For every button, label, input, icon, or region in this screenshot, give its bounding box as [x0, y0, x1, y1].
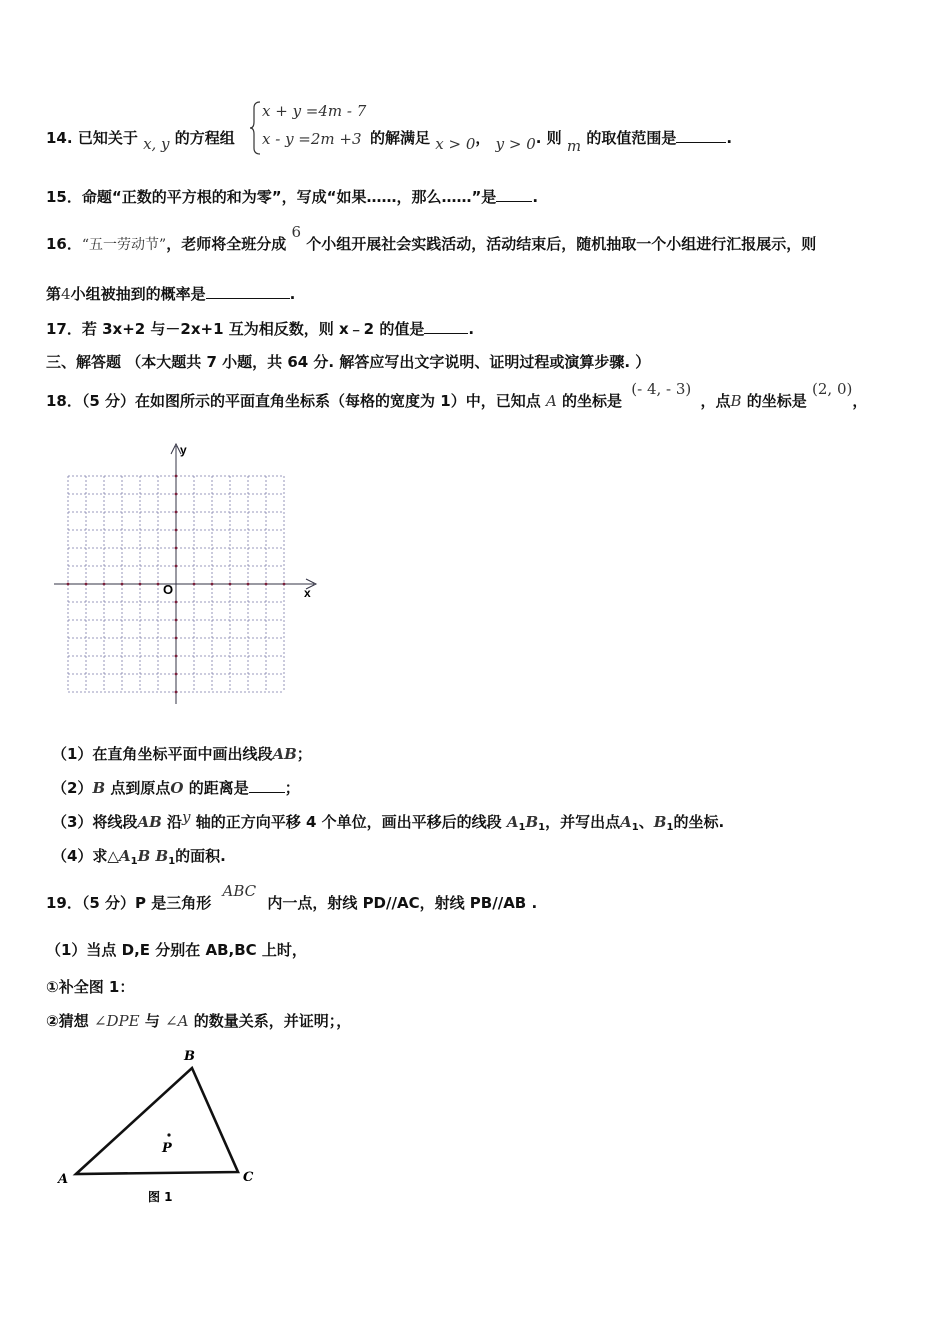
question-16-line2: 第4小组被抽到的概率是 . — [46, 285, 296, 303]
q19-part-1-b: ②猜想 ∠DPE 与 ∠A 的数量关系，并证明；， — [46, 1012, 352, 1030]
answer-blank[interactable] — [424, 319, 468, 334]
q18-part-3: （3）将线段AB 沿y 轴的正方向平移 4 个单位，画出平移后的线段 $A_1B_1$，并写出点$A_1$、$B_1$的坐标. — [52, 808, 725, 833]
label-b: B — [184, 1049, 195, 1064]
label-p: P — [162, 1141, 172, 1156]
equation-system — [250, 100, 370, 156]
figure-caption: 图 1 — [148, 1190, 173, 1204]
label-c: C — [243, 1170, 254, 1185]
question-18: 18．（5 分）在如图所示的平面直角坐标系（每格的宽度为 1）中，已知点 A 的坐标是 (- 4, - 3) ，点B 的坐标是 (2, 0)， — [46, 380, 868, 410]
point-p — [167, 1133, 170, 1136]
q19-part-1: （1）当点 D,E 分别在 AB,BC 上时， — [46, 941, 307, 959]
label-a: A — [58, 1172, 69, 1187]
question-19: 19．（5 分）P 是三角形 ABC 内一点，射线 PD//AC，射线 PB//AB . — [46, 882, 538, 912]
triangle-figure — [50, 1040, 280, 1220]
question-15: 15．命题“正数的平方根的和为零”，写成“如果……，那么……”是 . — [46, 188, 539, 206]
q18-part-1: （1）在直角坐标平面中画出线段AB； — [52, 745, 312, 763]
q19-part-1-a: ①补全图 1： — [46, 978, 135, 996]
origin-label: O — [163, 582, 174, 597]
equation-2: x - y =2m +3 — [262, 130, 362, 148]
q18-part-4: （4）求$\triangle A_1B$ $B_1$的面积. — [52, 847, 226, 867]
answer-blank[interactable] — [249, 778, 285, 793]
equation-1: x + y =4m - 7 — [262, 102, 367, 120]
y-axis-label: y — [180, 443, 187, 457]
q18-part-2: （2）B 点到原点O 的距离是 ； — [52, 779, 300, 797]
question-16: 16．“五一劳动节”，老师将全班分成 6 个小组开展社会实践活动，活动结束后，随机抽取一个小组进行汇报展示，则 — [46, 223, 817, 253]
question-17: 17．若 3x+2 与－2x+1 互为相反数，则 x﹣2 的值是 . — [46, 320, 475, 338]
x-axis-label: x — [304, 586, 311, 600]
triangle-abc — [76, 1068, 238, 1174]
question-14: 14. 已知关于 x, y 的方程组 — [46, 129, 235, 153]
brace-icon — [250, 100, 262, 156]
answer-blank[interactable] — [206, 284, 290, 299]
coordinate-grid — [50, 440, 330, 708]
answer-blank[interactable] — [676, 128, 726, 143]
section-header: 三、解答题 （本大题共 7 小题，共 64 分. 解答应写出文字说明、证明过程或演算步骤. ） — [46, 353, 651, 371]
question-14-cont: 的解满足 x > 0， y > 0. 则 m 的取值范围是 . — [370, 129, 733, 155]
answer-blank[interactable] — [496, 187, 532, 202]
